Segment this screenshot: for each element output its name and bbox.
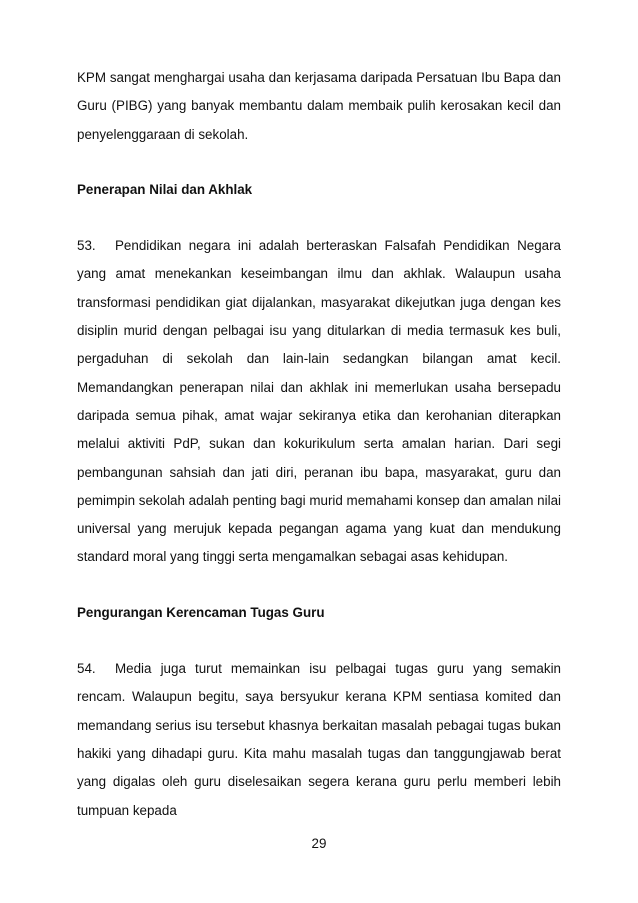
intro-paragraph: KPM sangat menghargai usaha dan kerjasama daripada Persatuan Ibu Bapa dan Guru (PIBG) yang banyak membantu dalam membaik pulih kerosakan kecil dan penyelenggaraan di sekolah. (77, 70, 561, 142)
section-heading-penerapan-nilai: Penerapan Nilai dan Akhlak (77, 181, 253, 197)
section-heading-kerencaman-tugas: Pengurangan Kerencaman Tugas Guru (77, 604, 325, 620)
page-number: 29 (311, 836, 327, 851)
paragraph-number-54: 54. (77, 661, 96, 677)
paragraph-53 (77, 232, 561, 572)
paragraph-53-text: Pendidikan negara ini adalah berteraskan Falsafah Pendidikan Negara yang amat menekankan keseimbangan ilmu dan akhlak. Walaupun usaha transformasi pendidikan giat dijalankan, masyarakat dikejutkan juga dengan kes disiplin murid dengan pelbagai isu yang ditularkan di media termasuk kes buli, pergaduhan di sekolah dan lain-lain sedangkan bilangan amat kecil. Memandangkan penerapan nilai dan akhlak ini memerlukan usaha bersepadu daripada semua pihak, amat wajar sekiranya etika dan kerohanian diterapkan melalui aktiviti PdP, sukan dan kokurikulum serta amalan harian. Dari segi pembangunan sahsiah dan jati diri, peranan ibu bapa, masyarakat, guru dan pemimpin sekolah adalah penting bagi murid memahami konsep dan amalan nilai universal yang merujuk kepada pegangan agama yang kuat dan mendukung standard moral yang tinggi serta mengamalkan sebagai asas kehidupan. (77, 238, 561, 565)
paragraph-54 (77, 655, 561, 825)
paragraph-54-text: Media juga turut memainkan isu pelbagai tugas guru yang semakin rencam. Walaupun begitu, saya bersyukur kerana KPM sentiasa komited dan memandang serius isu tersebut khasnya berkaitan masalah pebagai tugas bukan hakiki yang dihadapi guru. Kita mahu masalah tugas dan tanggungjawab berat yang digalas oleh guru diselesaikan segera kerana guru perlu memberi lebih tumpuan kepada (77, 661, 561, 818)
paragraph-number-53: 53. (77, 238, 96, 254)
document-page (77, 64, 561, 825)
